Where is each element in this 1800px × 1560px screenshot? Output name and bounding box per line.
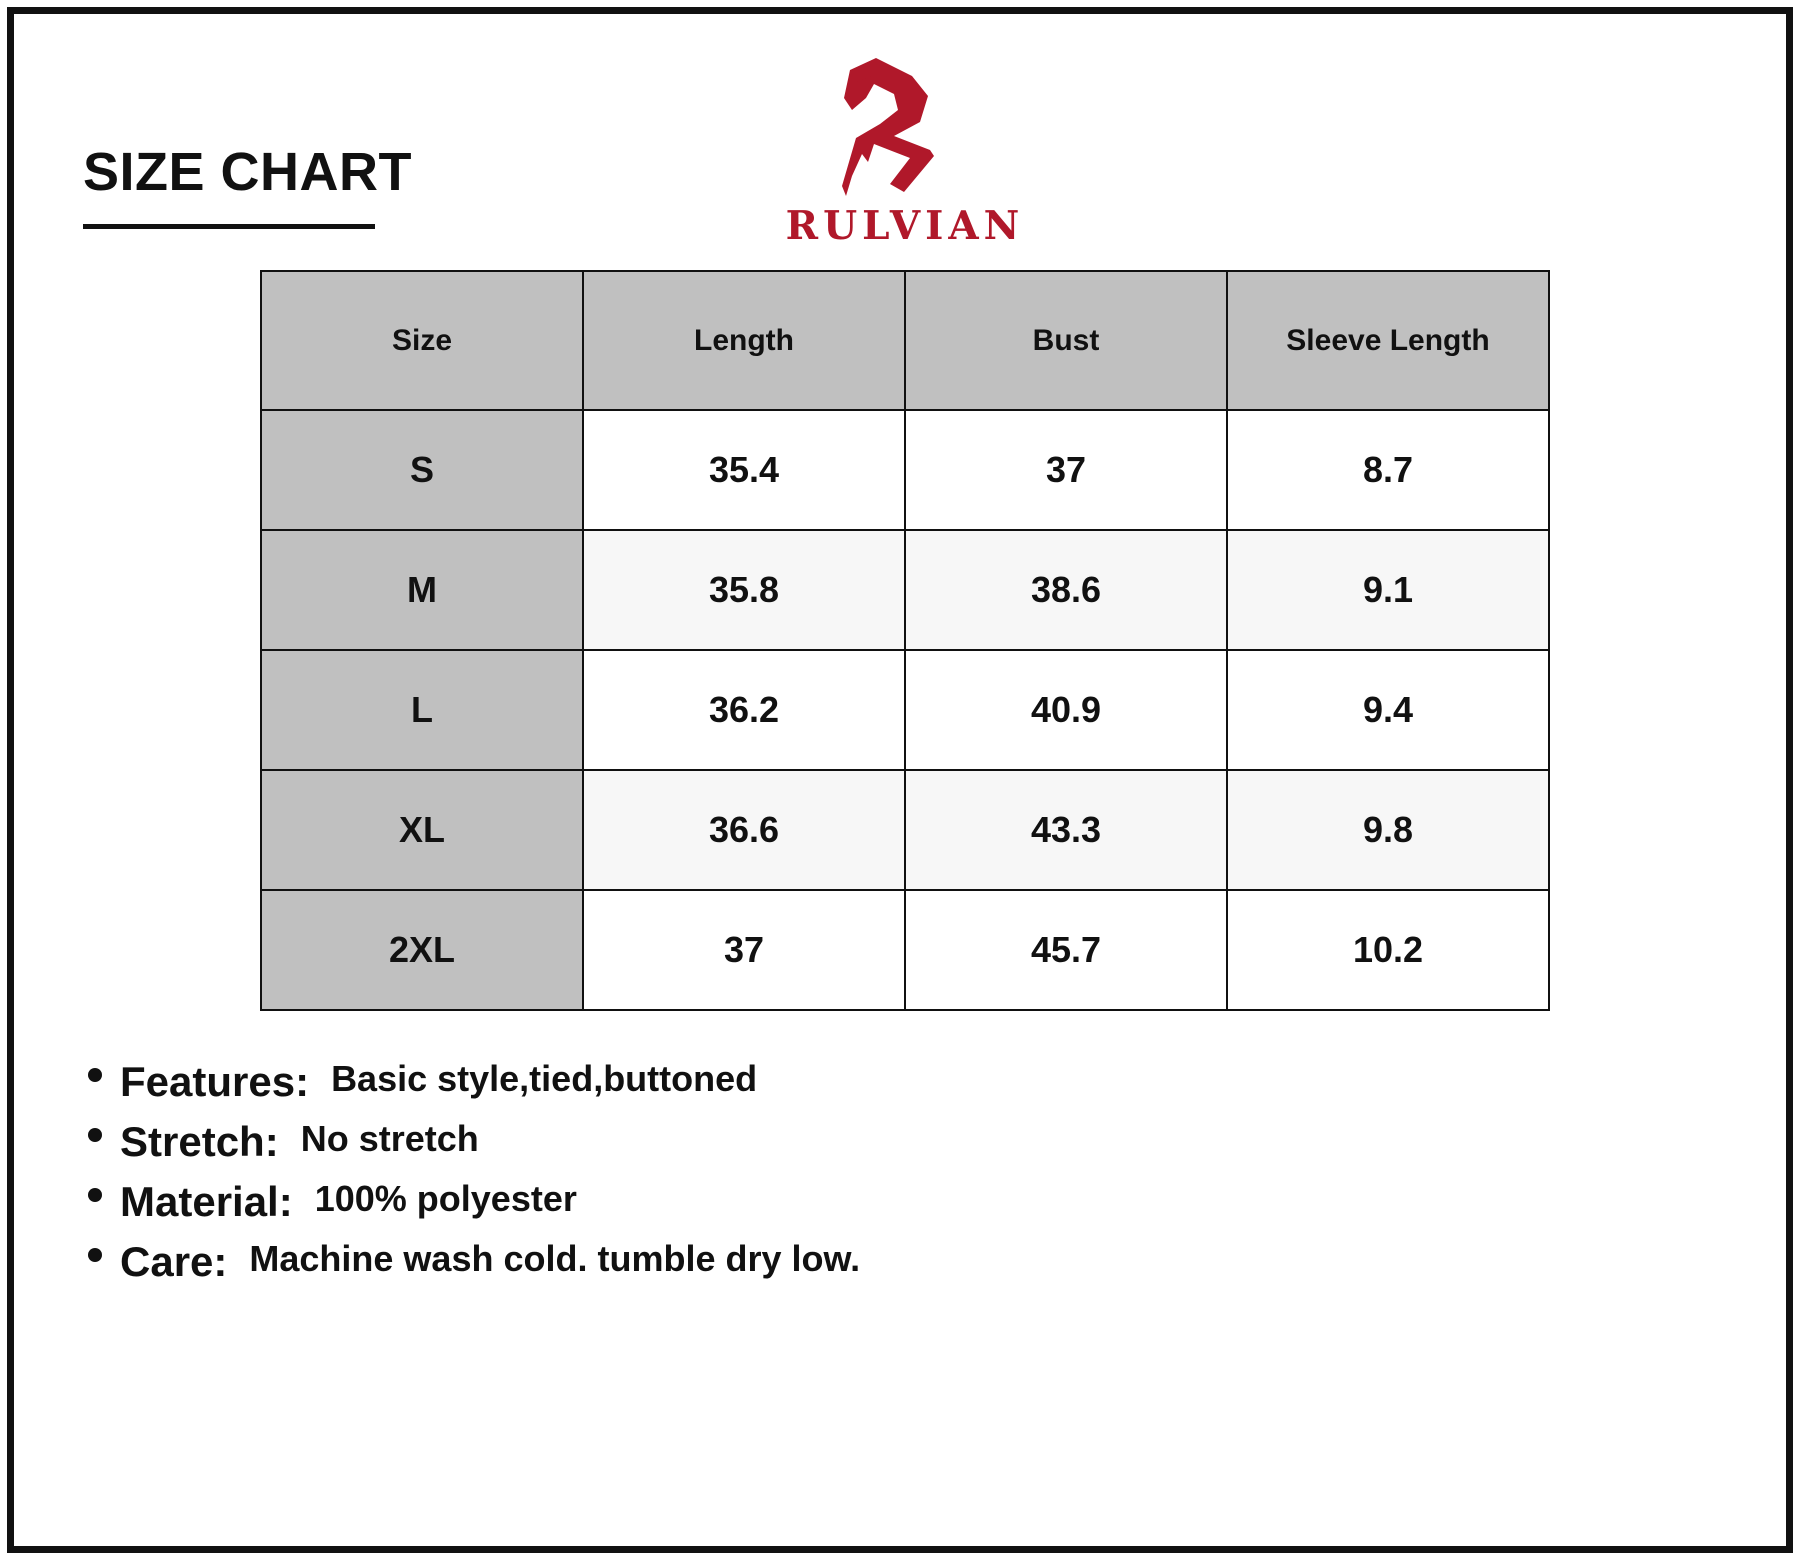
bullet-icon [88, 1128, 102, 1142]
length-cell: 35.4 [583, 410, 905, 530]
header-length: Length [583, 271, 905, 410]
length-cell: 36.6 [583, 770, 905, 890]
detail-stretch [88, 1118, 1388, 1178]
length-cell: 36.2 [583, 650, 905, 770]
detail-label: Stretch: [120, 1118, 279, 1165]
table-row [261, 530, 1549, 650]
detail-value: No stretch [300, 1118, 479, 1159]
header-bust: Bust [905, 271, 1227, 410]
bust-cell: 43.3 [905, 770, 1227, 890]
table-header-row [261, 271, 1549, 410]
bust-cell: 38.6 [905, 530, 1227, 650]
brand-name: RULVIAN [785, 203, 1025, 249]
sleeve-cell: 10.2 [1227, 890, 1549, 1010]
table-row [261, 890, 1549, 1010]
detail-label: Material: [120, 1178, 293, 1225]
size-cell: S [261, 410, 583, 530]
header-sleeve-length: Sleeve Length [1227, 271, 1549, 410]
size-table [260, 270, 1550, 1011]
sleeve-cell: 8.7 [1227, 410, 1549, 530]
sleeve-cell: 9.1 [1227, 530, 1549, 650]
bust-cell: 45.7 [905, 890, 1227, 1010]
title-underline [83, 224, 375, 229]
detail-value: Basic style,tied,buttoned [331, 1058, 758, 1099]
detail-care [88, 1238, 1388, 1298]
detail-value: Machine wash cold. tumble dry low. [249, 1238, 861, 1279]
sleeve-cell: 9.8 [1227, 770, 1549, 890]
length-cell: 35.8 [583, 530, 905, 650]
size-cell: 2XL [261, 890, 583, 1010]
detail-value: 100% polyester [314, 1178, 577, 1219]
bullet-icon [88, 1188, 102, 1202]
brand-r-mark-icon [770, 58, 1040, 208]
product-details [88, 1058, 1388, 1298]
table-row [261, 770, 1549, 890]
bullet-icon [88, 1068, 102, 1082]
bust-cell: 37 [905, 410, 1227, 530]
detail-material [88, 1178, 1388, 1238]
brand-logo [770, 58, 1040, 258]
bullet-icon [88, 1248, 102, 1262]
length-cell: 37 [583, 890, 905, 1010]
size-cell: L [261, 650, 583, 770]
table-row [261, 410, 1549, 530]
size-cell: M [261, 530, 583, 650]
sleeve-cell: 9.4 [1227, 650, 1549, 770]
size-cell: XL [261, 770, 583, 890]
bust-cell: 40.9 [905, 650, 1227, 770]
page-title: SIZE CHART [83, 142, 412, 202]
detail-label: Features: [120, 1058, 310, 1105]
header-size: Size [261, 271, 583, 410]
detail-label: Care: [120, 1238, 228, 1285]
detail-features [88, 1058, 1388, 1118]
table-row [261, 650, 1549, 770]
